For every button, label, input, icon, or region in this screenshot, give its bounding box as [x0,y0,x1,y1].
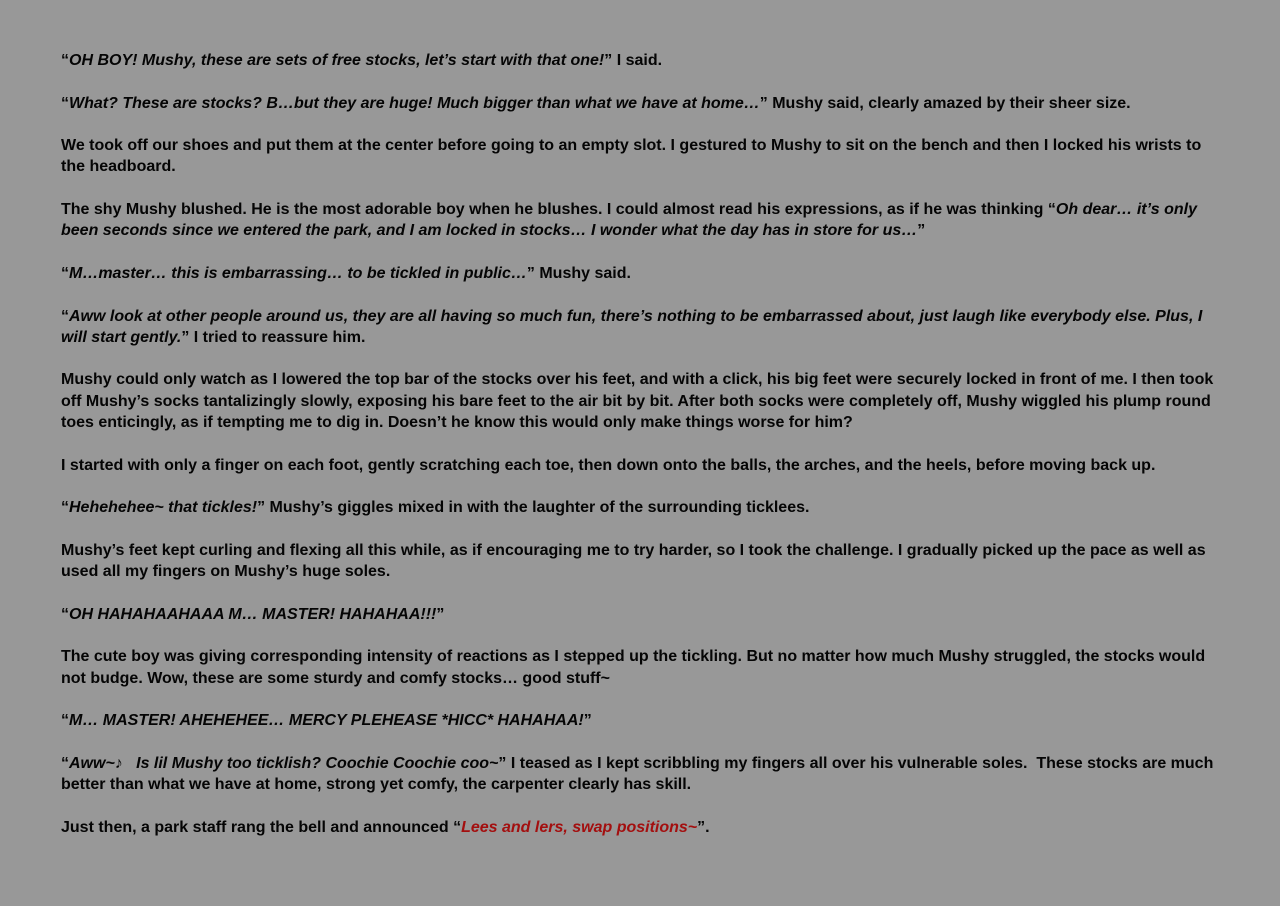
quote-close: ” [583,712,592,730]
story-paragraph-8 [61,455,1219,476]
narration-text: ” Mushy said, clearly amazed by their sheer size. [759,94,1131,112]
narration-text: The cute boy was giving corresponding intensity of reactions as I stepped up the tickling. But no matter how much Mushy struggled, the stocks would not budge. Wow, these are some sturdy and comfy stocks… good stuff~ [61,648,1206,687]
narration-text: ” Mushy said. [526,264,631,282]
story-paragraph-7 [61,369,1219,433]
story-paragraph-10 [61,540,1219,583]
quote-close: ” [436,605,445,623]
thought-text: Oh dear… it’s only been seconds since we entered the park, and I am locked in stocks… I wonder what the day has in store for us… [61,201,1197,240]
dialogue-text: Aww look at other people around us, they are all having so much fun, there’s nothing to be embarrassed about, just laugh like everybody else. Plus, I will start gently. [61,307,1203,346]
quote-open: “ [61,499,69,517]
story-paragraph-5 [61,263,1219,284]
narration-text: We took off our shoes and put them at the center before going to an empty slot. I gestured to Mushy to sit on the bench and then I locked his wrists to the headboard. [61,137,1202,176]
dialogue-text: M…master… this is embarrassing… to be tickled in public… [69,264,527,282]
story-paragraph-15 [61,817,1219,838]
story-paragraph-6 [61,306,1219,349]
quote-open: “ [61,264,69,282]
story-paragraph-12 [61,646,1219,689]
dialogue-text: Hehehehee~ that tickles! [69,499,258,517]
narration-text: ” Mushy’s giggles mixed in with the laughter of the surrounding ticklees. [257,499,810,517]
story-paragraph-2 [61,93,1219,114]
quote-close: ”. [697,818,710,836]
narration-text: ” I said. [604,52,663,69]
narration-text: ” I teased as I kept scribbling my fingers all over his vulnerable soles. These stocks are much better than what we have at home, strong yet comfy, the carpenter clearly has skill. [61,754,1218,794]
narration-text: Mushy could only watch as I lowered the top bar of the stocks over his feet, and with a click, his big feet were securely locked in front of me. I then took off Mushy’s socks tantalizingly slowly, exposing his bare feet to the air bit by bit. After both socks were completely off, Mushy wiggled his plump round toes enticingly, as if tempting me to dig in. Doesn’t he know this would only make things worse for him? [61,371,1214,432]
story-paragraph-13 [61,710,1219,731]
dialogue-text: M… MASTER! AHEHEHEE… MERCY PLEHEASE *HICC* HAHAHAA! [69,712,584,730]
quote-open: “ [61,712,69,730]
quote-close: ” [917,222,926,240]
quote-open: “ [61,754,69,772]
quote-open: “ [61,94,69,112]
quote-open: “ [61,52,69,69]
story-paragraph-11 [61,604,1219,625]
narration-text: ” I tried to reassure him. [181,328,366,346]
dialogue-text: Aww~♪ Is lil Mushy too ticklish? Coochie Coochie coo~ [69,754,499,772]
story-paragraph-14 [61,753,1219,796]
narration-text: Mushy’s feet kept curling and flexing all this while, as if encouraging me to try harder, so I took the challenge. I gradually picked up the pace as well as used all my fingers on Mushy’s huge soles. [61,541,1206,581]
story-paragraph-4 [61,199,1219,242]
dialogue-text: OH HAHAHAAHAAA M… MASTER! HAHAHAA!!! [69,605,437,623]
narration-text: I started with only a finger on each foot, gently scratching each toe, then down onto the balls, the arches, and the heels, before moving back up. [61,456,1156,474]
narration-text: Just then, a park staff rang the bell and announced “ [61,818,462,836]
quote-open: “ [61,605,69,623]
story-paragraph-9 [61,497,1219,518]
story-paragraph-3 [61,135,1219,178]
quote-open: “ [61,307,69,325]
story-paragraph-1 [61,50,1219,71]
dialogue-text: What? These are stocks? B…but they are huge! Much bigger than what we have at home… [69,94,760,112]
narration-text: The shy Mushy blushed. He is the most adorable boy when he blushes. I could almost read his expressions, as if he was thinking “ [61,201,1056,219]
dialogue-text: OH BOY! Mushy, these are sets of free stocks, let’s start with that one! [69,52,605,69]
announcement-text: Lees and lers, swap positions~ [461,818,698,836]
